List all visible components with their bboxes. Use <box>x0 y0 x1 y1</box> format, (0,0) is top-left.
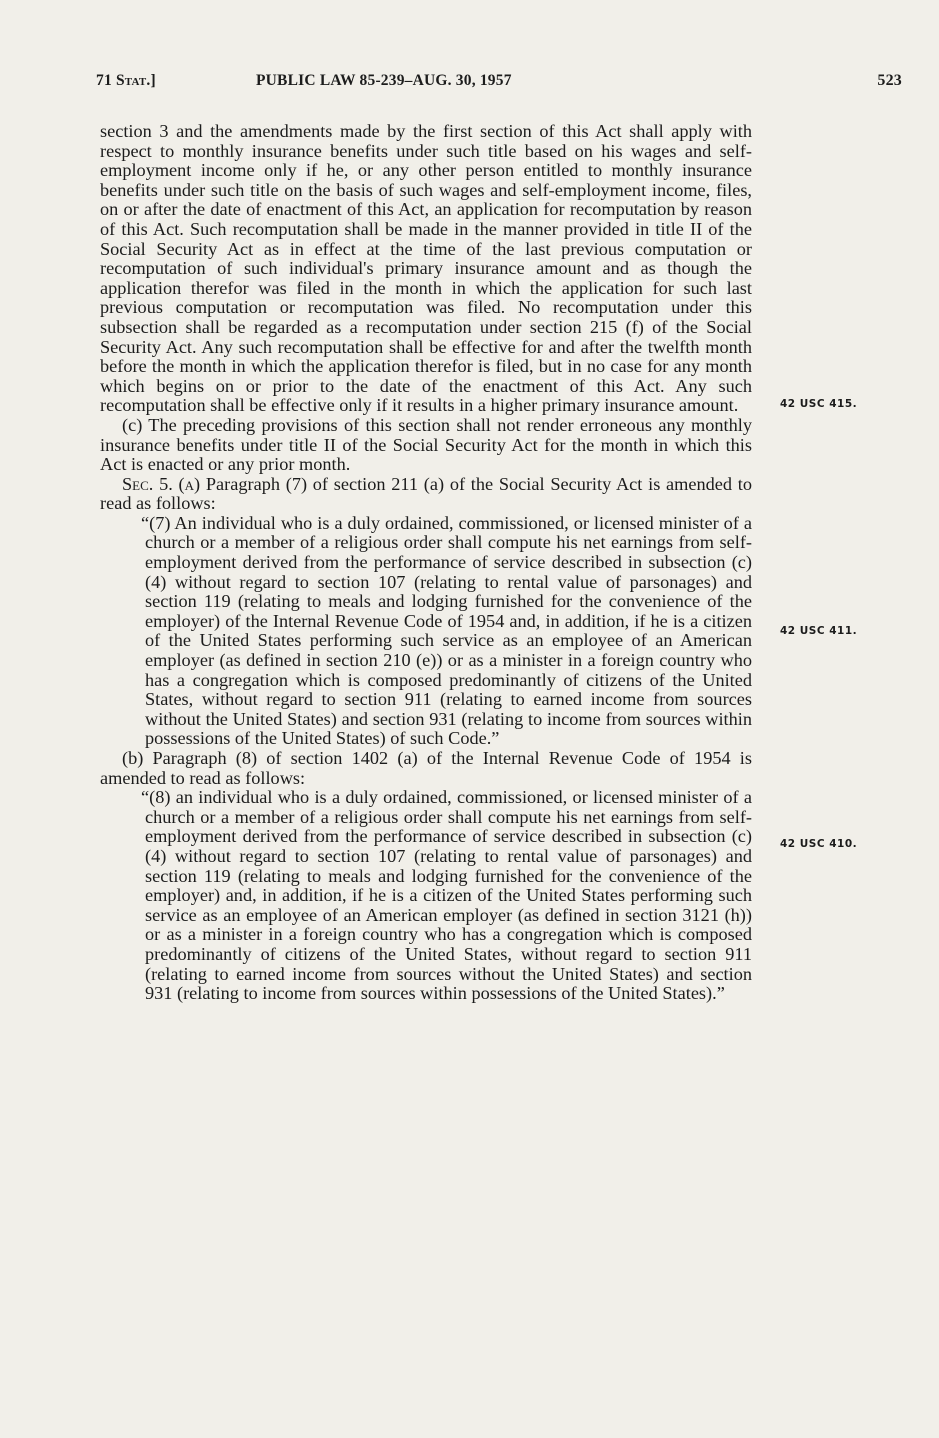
margin-note-42-usc-415: 42 USC 415. <box>780 398 858 410</box>
paragraph-continuation: section 3 and the amendments made by the first section of this Act shall apply with respect to monthly insurance benefits under such title based on his wages and self-employment income only if he, or any other person entitled to monthly insurance benefits under such title on the basis of such wages and self-employment income, files, on or after the date of enactment of this Act, an application for recomputation by reason of this Act. Such recomputation shall be made in the manner provided in title II of the Social Security Act as in effect at the time of the last previous computation or recomputation of such individual's primary insurance amount and as though the application therefor was filed in the month in which the application for such last previous computation or recomputation was filed. No recomputation under this subsection shall be regarded as a recomputation under section 215 (f) of the Social Security Act. Any such recomputation shall be effective for and after the twelfth month before the month in which the application therefor is filed, but in no case for any month which begins on or prior to the date of the enactment of this Act. Any such recomputation shall be effective only if it results in a higher primary insurance amount. <box>100 121 752 416</box>
volume-citation: 71 Stat.] <box>96 72 156 89</box>
statute-text <box>100 122 752 1004</box>
margin-note-42-usc-410: 42 USC 410. <box>780 838 858 850</box>
paragraph-b: (b) Paragraph (8) of section 1402 (a) of the Internal Revenue Code of 1954 is amended to read as follows: <box>100 748 752 788</box>
quoted-paragraph-7: “(7) An individual who is a duly ordained, commissioned, or licensed minister of a church or a member of a religious order shall compute his net earnings from self-employment derived from the performance of service described in subsection (c) (4) without regard to section 107 (relating to rental value of parsonages) and section 119 (relating to meals and lodging furnished for the convenience of the employer) of the Internal Revenue Code of 1954 and, in addition, if he is a citizen of the United States performing such service as an employee of an American employer (as defined in section 210 (e)) or as a minister in a foreign country who has a congregation which is composed predominantly of citizens of the United States, without regard to section 911 (relating to earned income from sources without the United States) and section 931 (relating to income from sources within possessions of the United States) of such Code.” <box>141 512 752 749</box>
paragraph-sec5a: Sec. 5. (a) Paragraph (7) of section 211 (a) of the Social Security Act is amended to read as follows: <box>100 473 753 514</box>
paragraph-c: (c) The preceding provisions of this section shall not render erroneous any monthly insurance benefits under title II of the Social Security Act for the month in which this Act is enacted or any prior month. <box>100 414 752 475</box>
section-label: Sec. 5. (a) <box>122 473 201 494</box>
law-title: PUBLIC LAW 85-239–AUG. 30, 1957 <box>256 72 512 89</box>
page-number: 523 <box>877 72 902 89</box>
running-header <box>96 72 902 96</box>
quoted-paragraph-8: “(8) an individual who is a duly ordained, commissioned, or licensed minister of a church or a member of a religious order shall compute his net earnings from self-employment derived from the performance of service described in subsection (c) (4) without regard to section 107 (relating to rental value of parsonages) and section 119 (relating to meals and lodging furnished for the convenience of the employer) and, in addition, if he is a citizen of the United States performing such service as an employee of an American employer (as defined in section 3121 (h)) or as a minister in a foreign country who has a congregation which is composed predominantly of citizens of the United States, without regard to section 911 (relating to earned income from sources without the United States) and section 931 (relating to income from sources within possessions of the United States).” <box>141 787 752 1004</box>
margin-note-42-usc-411: 42 USC 411. <box>780 625 858 637</box>
